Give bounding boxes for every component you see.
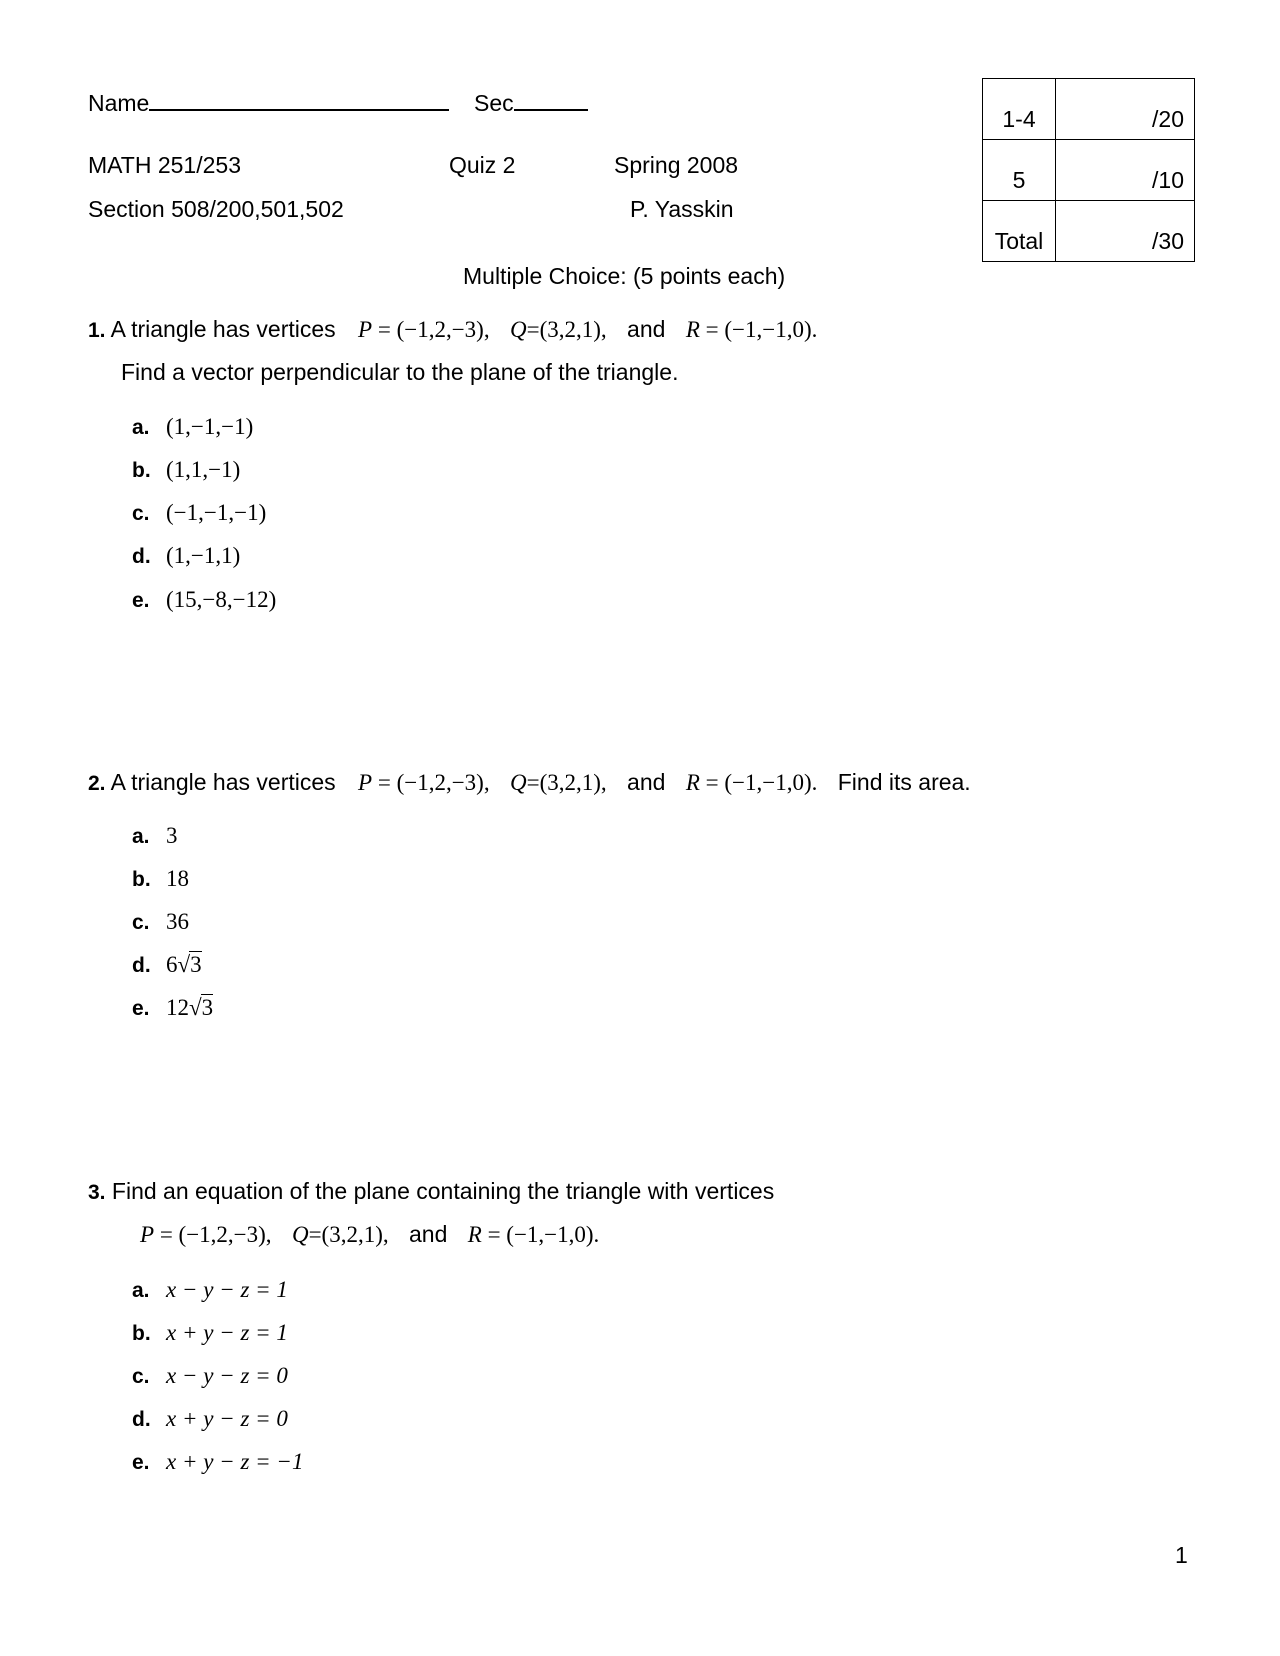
answer-option[interactable]: a. x − y − z = 1 [132, 1277, 288, 1302]
and-word: and [409, 1221, 448, 1247]
vertex-q: Q=(3,2,1), [291, 1222, 389, 1247]
answer-option[interactable]: a. 3 [132, 823, 178, 848]
vertex-r: R = (−1,−1,0). [685, 770, 818, 795]
question-1-subtext: Find a vector perpendicular to the plane of the triangle. [121, 359, 679, 385]
answer-option[interactable]: c. 36 [132, 909, 189, 934]
score-row-points: /30 [1056, 201, 1195, 262]
sec-field [474, 90, 588, 117]
name-blank-line [149, 108, 449, 111]
question-text: Find an equation of the plane containing the triangle with vertices [111, 1178, 775, 1204]
answer-option[interactable]: b. x + y − z = 1 [132, 1320, 288, 1345]
question-1-line [88, 316, 817, 343]
vertex-r: R = (−1,−1,0). [685, 317, 818, 342]
answer-option[interactable]: c. (−1,−1,−1) [132, 500, 267, 525]
answer-option[interactable]: d. 6√3 [132, 952, 202, 977]
page-number: 1 [1175, 1542, 1188, 1568]
sec-label: Sec [474, 90, 514, 116]
answer-option[interactable]: b. 18 [132, 866, 189, 891]
answer-option[interactable]: d. x + y − z = 0 [132, 1406, 288, 1431]
score-table [982, 78, 1195, 262]
course-title: MATH 251/253 [88, 152, 241, 178]
vertex-p: P = (−1,2,−3), [358, 317, 490, 342]
question-2-line [88, 769, 971, 796]
score-row-label: Total [983, 201, 1056, 262]
score-row-points: /10 [1056, 140, 1195, 201]
vertex-p: P = (−1,2,−3), [140, 1222, 272, 1247]
instructor: P. Yasskin [630, 196, 734, 222]
sqrt-symbol: √ [189, 995, 202, 1020]
score-row-points: /20 [1056, 79, 1195, 140]
answer-option[interactable]: d. (1,−1,1) [132, 543, 241, 568]
name-label: Name [88, 90, 150, 116]
and-word: and [627, 316, 666, 342]
question-3-line [88, 1178, 774, 1205]
vertex-q: Q=(3,2,1), [509, 317, 607, 342]
term: Spring 2008 [614, 152, 739, 178]
answer-option[interactable]: a. (1,−1,−1) [132, 414, 254, 439]
answer-option[interactable]: c. x − y − z = 0 [132, 1363, 288, 1388]
name-field [88, 90, 449, 117]
question-number: 3. [88, 1181, 106, 1204]
and-word: and [627, 769, 666, 795]
score-row [983, 201, 1195, 262]
answer-option[interactable]: b. (1,1,−1) [132, 457, 241, 482]
answer-option[interactable]: e. (15,−8,−12) [132, 587, 277, 612]
vertex-q: Q=(3,2,1), [509, 770, 607, 795]
question-text: A triangle has vertices [110, 769, 336, 795]
score-row [983, 140, 1195, 201]
sec-blank-line [514, 108, 588, 111]
sqrt-symbol: √ [177, 952, 191, 977]
question-text: A triangle has vertices [110, 316, 336, 342]
vertex-r: R = (−1,−1,0). [467, 1222, 600, 1247]
question-number: 1. [88, 319, 106, 342]
score-row [983, 79, 1195, 140]
question-3-vertices [140, 1221, 599, 1248]
instructions: Multiple Choice: (5 points each) [463, 263, 786, 289]
score-row-label: 1-4 [983, 79, 1056, 140]
quiz-title: Quiz 2 [449, 152, 516, 178]
question-number: 2. [88, 772, 106, 795]
vertex-p: P = (−1,2,−3), [358, 770, 490, 795]
score-row-label: 5 [983, 140, 1056, 201]
section-info: Section 508/200,501,502 [88, 196, 344, 222]
answer-option[interactable]: e. x + y − z = −1 [132, 1449, 304, 1474]
answer-option[interactable]: e. 12√3 [132, 995, 214, 1020]
question-suffix: Find its area. [837, 769, 971, 795]
